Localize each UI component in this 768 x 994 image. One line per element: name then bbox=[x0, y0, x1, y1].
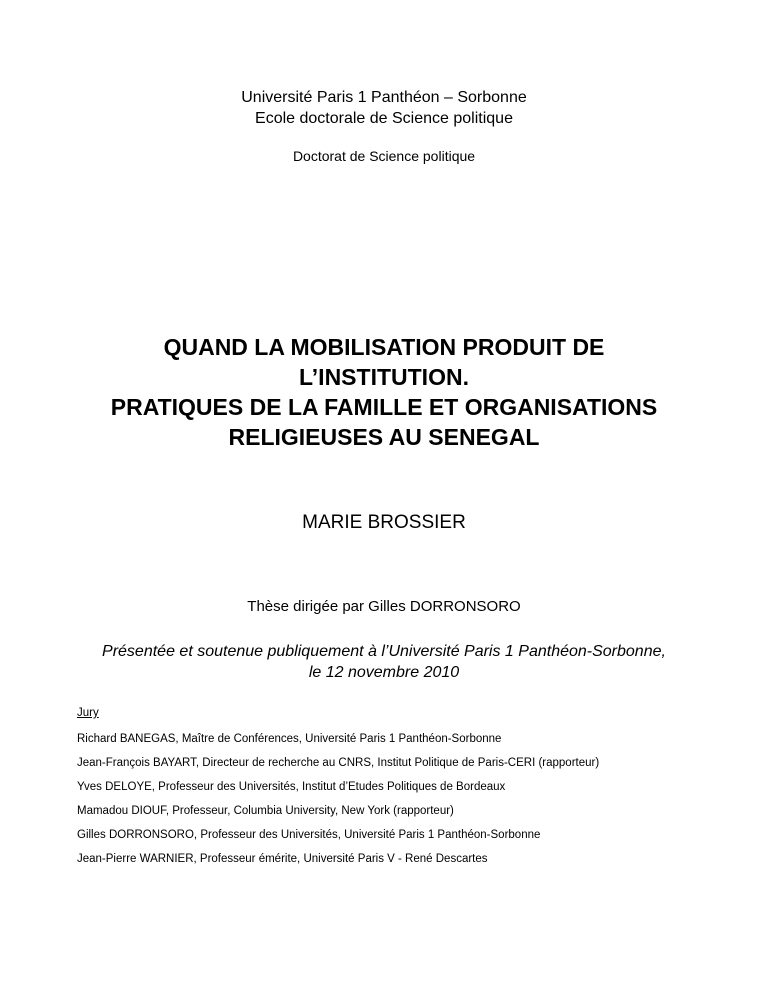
degree-name: Doctorat de Science politique bbox=[292, 148, 476, 164]
thesis-title-line: QUAND LA MOBILISATION PRODUIT DE bbox=[163, 334, 605, 360]
supervisor-line: Thèse dirigée par Gilles DORRONSORO bbox=[247, 598, 521, 615]
thesis-title-line: PRATIQUES DE LA FAMILLE ET ORGANISATIONS bbox=[110, 394, 658, 420]
jury-member: Richard BANEGAS, Maître de Conférences, Université Paris 1 Panthéon-Sorbonne bbox=[77, 733, 502, 745]
presentation-line-1: Présentée et soutenue publiquement à l’Université Paris 1 Panthéon-Sorbonne, bbox=[102, 643, 666, 660]
author-name: MARIE BROSSIER bbox=[302, 512, 466, 533]
presentation-line-2: le 12 novembre 2010 bbox=[308, 664, 460, 681]
jury-member: Gilles DORRONSORO, Professeur des Universités, Université Paris 1 Panthéon-Sorbonne bbox=[77, 829, 541, 841]
jury-section bbox=[77, 704, 757, 868]
doctoral-school: Ecole doctorale de Science politique bbox=[255, 110, 513, 127]
university-name: Université Paris 1 Panthéon – Sorbonne bbox=[241, 89, 527, 106]
jury-member: Yves DELOYE, Professeur des Universités, Institut d’Etudes Politiques de Bordeaux bbox=[77, 781, 506, 793]
jury-member: Mamadou DIOUF, Professeur, Columbia University, New York (rapporteur) bbox=[77, 805, 454, 817]
thesis-title-line: RELIGIEUSES AU SENEGAL bbox=[228, 424, 540, 450]
jury-member: Jean-Pierre WARNIER, Professeur émérite, Université Paris V - René Descartes bbox=[77, 853, 488, 865]
jury-label: Jury bbox=[77, 707, 99, 719]
thesis-title bbox=[84, 332, 684, 452]
thesis-title-line: L’INSTITUTION. bbox=[299, 364, 469, 390]
jury-member: Jean-François BAYART, Directeur de recherche au CNRS, Institut Politique de Paris-CERI (rapporteur) bbox=[77, 757, 600, 769]
